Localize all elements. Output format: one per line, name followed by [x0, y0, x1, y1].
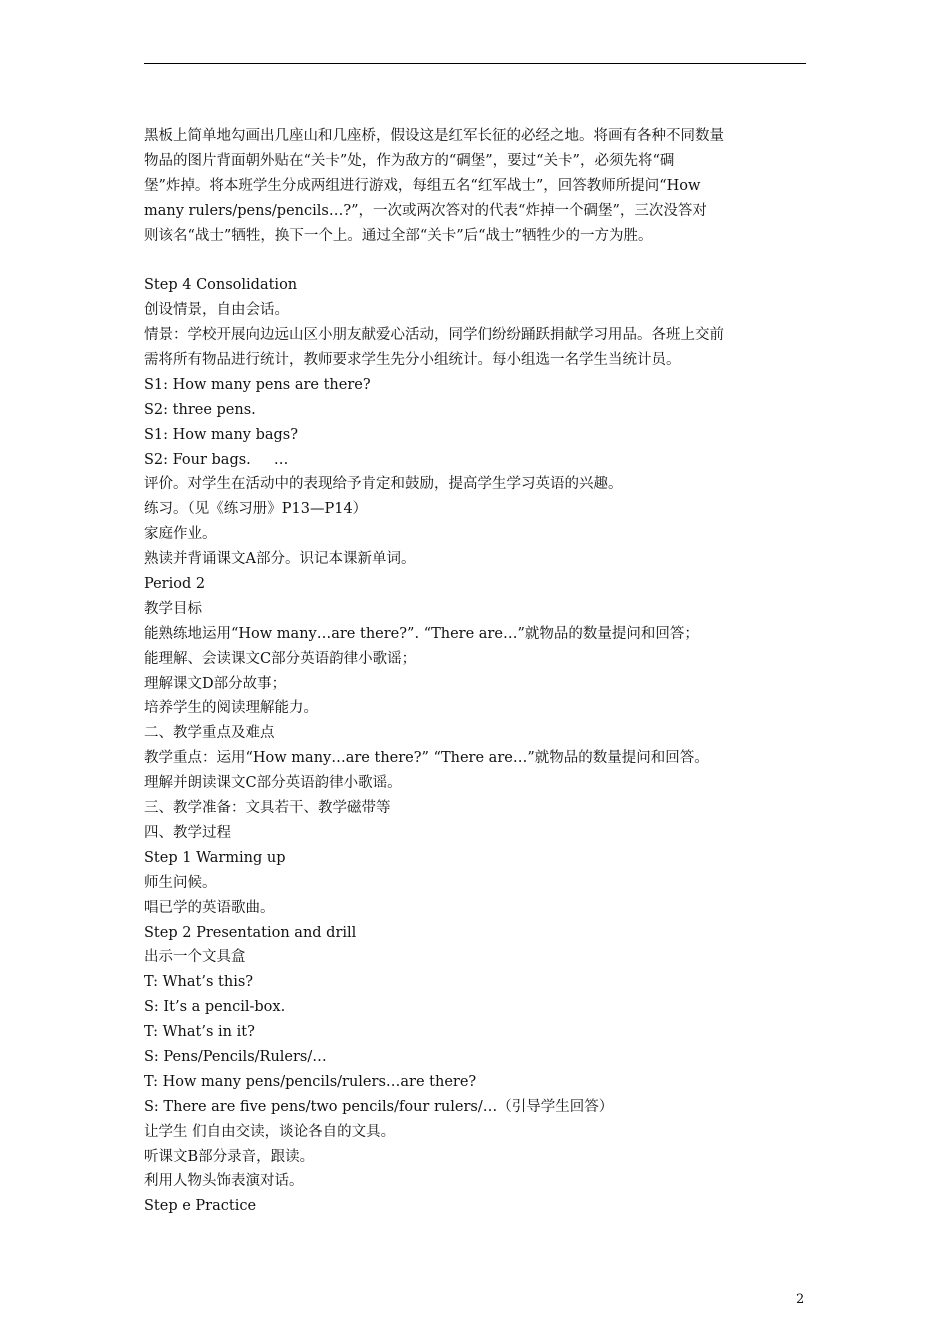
text-line: 唱已学的英语歌曲。: [144, 899, 275, 916]
section-heading: 四、教学过程: [144, 824, 231, 841]
text-line: 培养学生的阅读理解能力。: [144, 700, 318, 717]
section-heading: Step 1 Warming up: [144, 849, 286, 866]
dialogue-line: S: It’s a pencil-box.: [144, 999, 286, 1016]
text-line: 需将所有物品进行统计，教师要求学生先分小组统计。每小组选一名学生当统计员。: [144, 352, 681, 369]
text-line: 教学目标: [144, 600, 202, 617]
document-body: [144, 124, 808, 1219]
text-line: 利用人物头饰表演对话。: [144, 1173, 304, 1190]
section-heading: Step e Practice: [144, 1198, 257, 1215]
dialogue-line: S: There are five pens/two pencils/four rulers/…（引导学生回答）: [144, 1098, 614, 1115]
dialogue-line: S1: How many pens are there?: [144, 376, 371, 393]
dialogue-line: S2: Four bags. …: [144, 451, 289, 468]
text-line: 练习。（见《练习册》P13—P14）: [144, 501, 368, 518]
text-line: 让学生 们自由交读，谈论各自的文具。: [144, 1123, 396, 1140]
text-line: 教学重点：运用“How many…are there?” “There are…”就物品的数量提问和回答。: [144, 750, 709, 767]
text-line: 则该名“战士”牺牲，换下一个上。通过全部“关卡”后“战士”牺牲少的一方为胜。: [144, 227, 653, 244]
text-line: 堡”炸掉。将本班学生分成两组进行游戏，每组五名“红军战士”，回答教师所提问“How: [144, 177, 701, 194]
text-line: 理解课文D部分故事；: [144, 675, 287, 692]
text-line: 出示一个文具盒: [144, 949, 246, 966]
text-line: 理解并朗读课文C部分英语韵律小歌谣。: [144, 775, 402, 792]
header-rule: [144, 63, 806, 64]
text-line: 熟读并背诵课文A部分。识记本课新单词。: [144, 551, 416, 568]
text-line: 家庭作业。: [144, 526, 217, 543]
text-line: 听课文B部分录音，跟读。: [144, 1148, 315, 1165]
section-heading: Period 2: [144, 576, 206, 593]
section-heading: Step 4 Consolidation: [144, 277, 298, 294]
text-line: 能熟练地运用“How many…are there?”. “There are…”就物品的数量提问和回答；: [144, 625, 699, 642]
page-number: 2: [796, 1292, 805, 1307]
blank-line: [144, 248, 808, 273]
section-heading: 二、教学重点及难点: [144, 725, 275, 742]
text-line: 创设情景，自由会话。: [144, 302, 289, 319]
text-line: 物品的图片背面朝外贴在“关卡”处，作为敌方的“碉堡”，要过“关卡”，必须先将“碉: [144, 152, 675, 169]
dialogue-line: S: Pens/Pencils/Rulers/…: [144, 1048, 327, 1065]
dialogue-line: S2: three pens.: [144, 401, 256, 418]
dialogue-line: T: How many pens/pencils/rulers…are there?: [144, 1073, 477, 1090]
section-heading: 三、教学准备：文具若干、教学磁带等: [144, 800, 391, 817]
dialogue-line: T: What’s this?: [144, 974, 254, 991]
text-line: 师生问候。: [144, 874, 217, 891]
text-line: 评价。对学生在活动中的表现给予肯定和鼓励，提高学生学习英语的兴趣。: [144, 476, 623, 493]
text-line: many rulers/pens/pencils…?”，一次或两次答对的代表“炸掉一个碉堡”，三次没答对: [144, 202, 707, 219]
dialogue-line: T: What’s in it?: [144, 1024, 255, 1041]
dialogue-line: S1: How many bags?: [144, 426, 299, 443]
text-line: 黑板上简单地勾画出几座山和几座桥，假设这是红军长征的必经之地。将画有各种不同数量: [144, 128, 724, 144]
text-line: 能理解、会读课文C部分英语韵律小歌谣；: [144, 650, 417, 667]
section-heading: Step 2 Presentation and drill: [144, 924, 357, 941]
text-line: 情景：学校开展向边远山区小朋友献爱心活动，同学们纷纷踊跃捐献学习用品。各班上交前: [144, 327, 724, 344]
